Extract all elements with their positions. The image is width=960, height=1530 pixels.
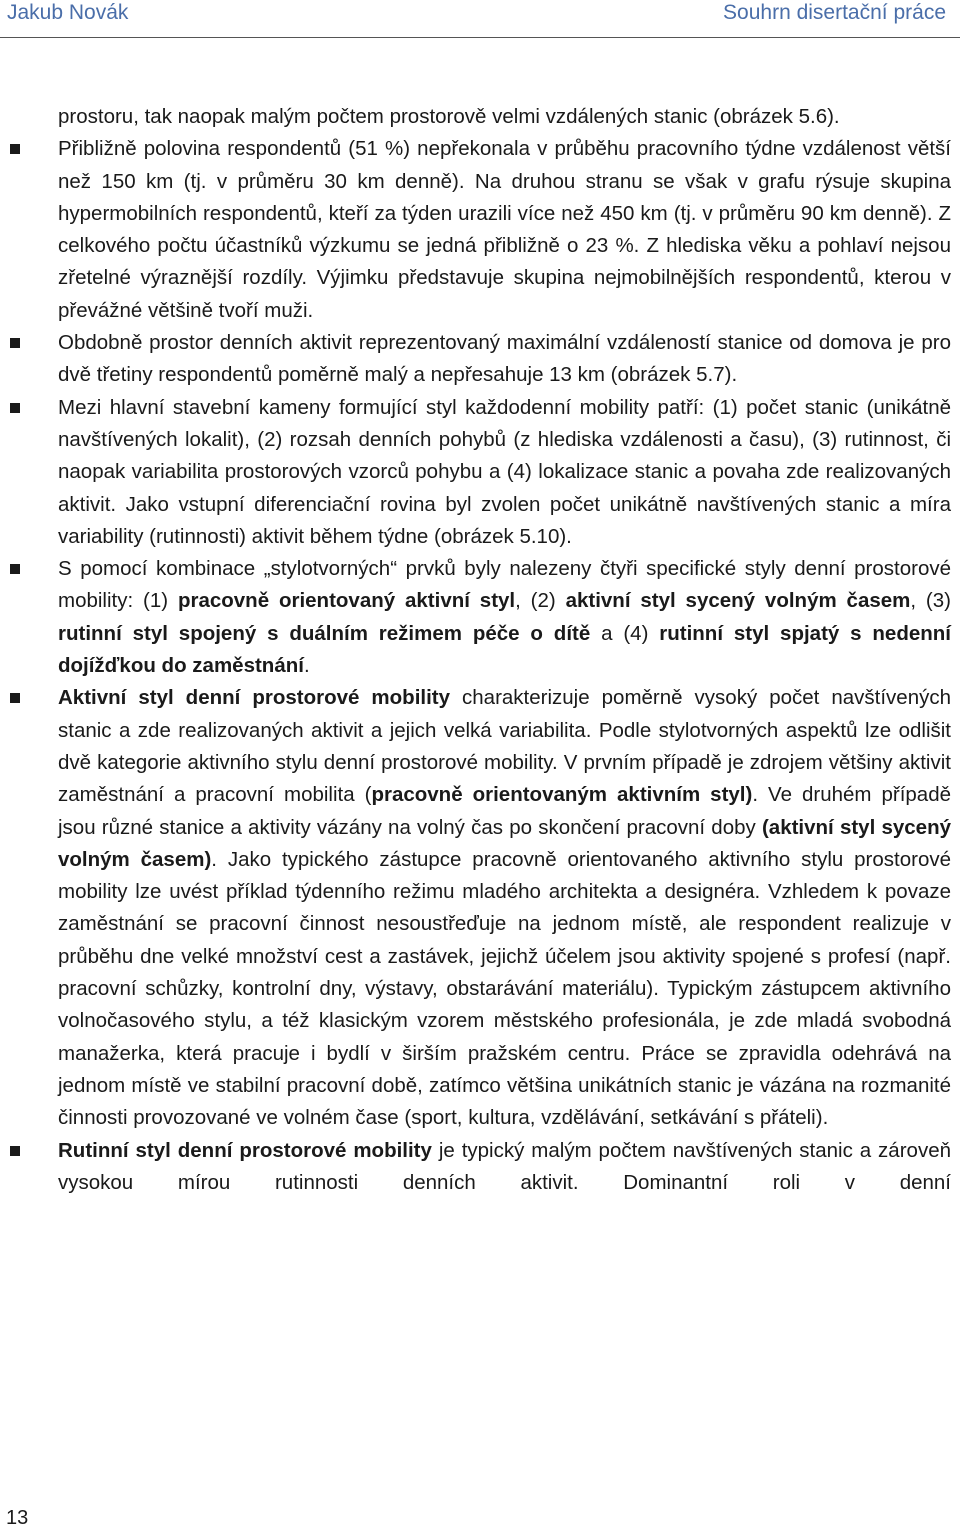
header-document-title: Souhrn disertační práce	[723, 1, 946, 24]
bullet-text: Obdobně prostor denních aktivit reprezentovaný maximální vzdáleností stanice od domova je pro dvě třetiny respondentů poměrně malý a nepřesahuje 13 km (obrázek 5.7).	[58, 331, 951, 387]
bullet-item	[58, 133, 951, 327]
square-bullet-icon	[10, 1146, 20, 1156]
style-name-bold: rutinní styl spjatý s nedenní dojížďkou do zaměstnání	[58, 621, 951, 678]
bullet-item	[58, 553, 951, 682]
bullet-text: a (4)	[590, 621, 660, 645]
bullet-text: Přibližně polovina respondentů (51 %) nepřekonala v průběhu pracovního týdne vzdálenost větší než 150 km (tj. v průměru 30 km denně). Na druhou stranu se však v grafu rýsuje skupina hypermobilních respondentů, kteří za týden urazili více než 450 km (tj. v průměru 90 km denně). Z celkového počtu účastníků výzkumu se jedná přibližně o 23 %. Z hlediska věku a pohlaví nejsou zřetelné výraznější rozdíly. Výjimku představuje skupina nejmobilnějších respondentů, kterou v převážné většině tvoří muži.	[58, 137, 951, 322]
style-name-bold: pracovně orientovaným aktivním styl)	[371, 783, 753, 807]
square-bullet-icon	[10, 338, 20, 348]
square-bullet-icon	[10, 564, 20, 574]
bullet-text: , (3)	[910, 589, 951, 613]
header-author: Jakub Novák	[7, 1, 129, 24]
square-bullet-icon	[10, 693, 20, 703]
bullet-text: .	[303, 654, 310, 678]
bullet-text: je typický malým počtem navštívených stanic a zároveň vysokou mírou rutinnosti denních aktivit. Dominantní roli v denní	[58, 1138, 951, 1194]
bullet-item	[58, 682, 951, 1134]
bullet-item	[58, 1135, 951, 1200]
square-bullet-icon	[10, 403, 20, 413]
bullet-text: . Jako typického zástupce pracovně orientovaného aktivního stylu prostorové mobility lze uvést příklad týdenního režimu mladého architekta a designéra. Vzhledem k povaze zaměstnání se pracovní činnost nesoustřeďuje na jednom místě, ale respondent realizuje v průběhu dne velké množství cest a zastávek, jejichž účelem jsou aktivity spojené s profesí (např. pracovní schůzky, kontrolní dny, výstavy, obstarávání materiálu). Typickým zástupcem aktivního volnočasového stylu, a též klasickým vzorem městského profesionála, je zde mladá svobodná manažerka, která pracuje i bydlí v širším pražském centru. Práce se zpravidla odehrává na jednom místě ve stabilní pracovní době, zatímco většina unikátních stanic je vázána na rozmanité činnosti provozované ve volném čase (sport, kultura, vzdělávání, setkávání s přáteli).	[58, 847, 952, 1130]
style-name-bold: (aktivní styl sycený volným časem)	[58, 815, 951, 871]
bullet-text: charakterizuje poměrně vysoký počet navštívených stanic a zde realizovaných aktivit a jejich velká variabilita. Podle stylotvorných aspektů lze odlišit dvě kategorie aktivního stylu denní prostorové mobility. V prvním případě je zdrojem většiny aktivit zaměstnání a pracovní mobilita (	[58, 686, 952, 807]
square-bullet-icon	[10, 144, 20, 154]
style-name-bold: aktivní styl sycený volným časem	[565, 589, 911, 613]
style-name-bold: Rutinní styl denní prostorové mobility	[58, 1138, 432, 1162]
bullet-text: S pomocí kombinace „stylotvorných“ prvků byly nalezeny čtyři specifické styly denní prostorové mobility: (1)	[58, 557, 951, 613]
bullet-text: . Ve druhém případě jsou různé stanice a aktivity vázány na volný čas po skončení pracovní doby	[58, 783, 952, 839]
bullet-text: , (2)	[515, 589, 566, 613]
bullet-item	[58, 327, 951, 392]
body-text	[58, 101, 951, 1199]
style-name-bold: Aktivní styl denní prostorové mobility	[58, 686, 451, 710]
style-name-bold: pracovně orientovaný aktivní styl	[177, 589, 516, 613]
bullet-item	[58, 392, 951, 553]
page-number: 13	[6, 1507, 29, 1529]
style-name-bold: rutinní styl spojený s duálním režimem péče o dítě	[58, 621, 591, 645]
page-header	[0, 0, 960, 38]
bullet-text: Mezi hlavní stavební kameny formující styl každodenní mobility patří: (1) počet stanic (unikátně navštívených lokalit), (2) rozsah denních pohybů (z hlediska vzdálenosti a času), (3) rutinnost, či naopak variabilita prostorových vzorců pohybu a (4) lokalizace stanic a povaha zde realizovaných aktivit. Jako vstupní diferenciační rovina byl zvolen počet unikátně navštívených stanic a míra variability (rutinnosti) aktivit během týdne (obrázek 5.10).	[58, 395, 951, 548]
continuation-paragraph: prostoru, tak naopak malým počtem prostorově velmi vzdálených stanic (obrázek 5.6).	[58, 105, 840, 128]
